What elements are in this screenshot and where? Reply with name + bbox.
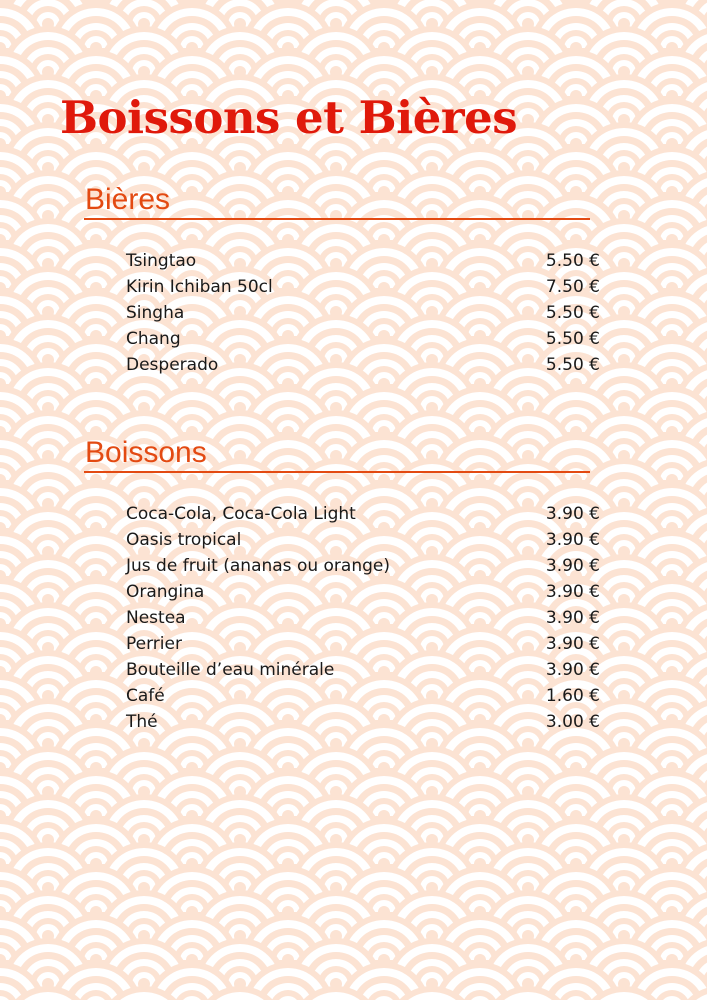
menu-item xyxy=(126,553,600,579)
menu-item xyxy=(126,527,600,553)
menu-item xyxy=(126,326,600,352)
item-name: Desperado xyxy=(126,355,219,375)
item-name: Bouteille d’eau minérale xyxy=(126,660,335,680)
item-name: Nestea xyxy=(126,608,186,628)
item-name: Oasis tropical xyxy=(126,530,242,550)
item-price: 5.50 € xyxy=(545,329,600,349)
item-name: Café xyxy=(126,686,165,706)
item-name: Orangina xyxy=(126,582,205,602)
item-price: 3.00 € xyxy=(545,712,600,732)
menu-item xyxy=(126,631,600,657)
item-name: Thé xyxy=(126,712,158,732)
item-price: 7.50 € xyxy=(545,277,600,297)
menu-item xyxy=(126,501,600,527)
item-price: 1.60 € xyxy=(545,686,600,706)
section-boissons xyxy=(84,435,600,732)
item-name: Perrier xyxy=(126,634,182,654)
item-list xyxy=(126,501,600,735)
menu-item xyxy=(126,352,600,378)
item-name: Chang xyxy=(126,329,181,349)
item-list xyxy=(126,248,600,378)
item-price: 3.90 € xyxy=(545,556,600,576)
item-price: 3.90 € xyxy=(545,582,600,602)
section-bieres xyxy=(84,182,600,375)
item-name: Singha xyxy=(126,303,185,323)
menu-item xyxy=(126,683,600,709)
menu-item xyxy=(126,274,600,300)
item-name: Kirin Ichiban 50cl xyxy=(126,277,273,297)
page-title: Boissons et Bières xyxy=(60,91,518,144)
item-name: Coca-Cola, Coca-Cola Light xyxy=(126,504,356,524)
section-heading: Bières xyxy=(84,182,590,220)
menu-item xyxy=(126,579,600,605)
item-price: 3.90 € xyxy=(545,530,600,550)
menu-item xyxy=(126,248,600,274)
item-name: Jus de fruit (ananas ou orange) xyxy=(126,556,390,576)
item-price: 5.50 € xyxy=(545,303,600,323)
item-price: 5.50 € xyxy=(545,251,600,271)
menu-item xyxy=(126,605,600,631)
item-price: 3.90 € xyxy=(545,660,600,680)
menu-item xyxy=(126,657,600,683)
section-heading: Boissons xyxy=(84,435,590,473)
item-name: Tsingtao xyxy=(126,251,197,271)
menu-item xyxy=(126,709,600,735)
item-price: 3.90 € xyxy=(545,634,600,654)
item-price: 3.90 € xyxy=(545,608,600,628)
item-price: 5.50 € xyxy=(545,355,600,375)
menu-item xyxy=(126,300,600,326)
item-price: 3.90 € xyxy=(545,504,600,524)
